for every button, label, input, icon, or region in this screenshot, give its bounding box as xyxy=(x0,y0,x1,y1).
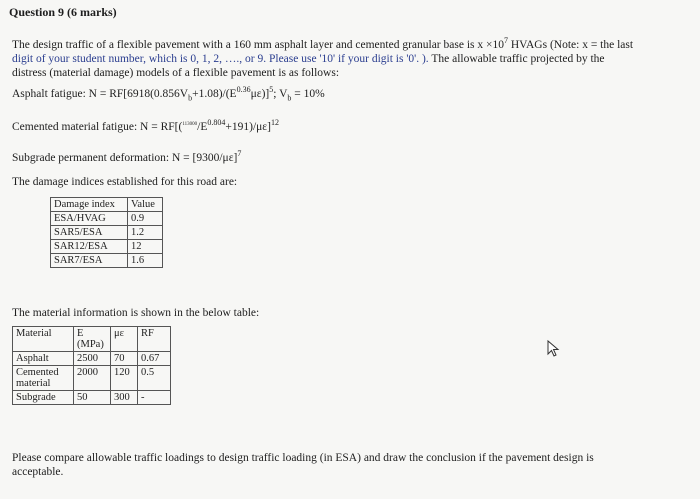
table-row: SAR7/ESA 1.6 xyxy=(51,254,163,268)
table-row: ESA/HVAG 0.9 xyxy=(51,212,163,226)
asphalt-fatigue-formula: Asphalt fatigue: $N = RF[6918(0.856V_b+1.08)/(E^{0.36}\mu\varepsilon)]^5$; $V_b = 10\%$ xyxy=(12,85,325,103)
header-value: Value xyxy=(128,198,163,212)
table-header-row xyxy=(51,198,163,212)
header-modulus: E (MPa) xyxy=(74,327,111,352)
header-damage-index: Damage index xyxy=(51,198,128,212)
table-row: Cemented material 2000 120 0.5 xyxy=(13,366,171,391)
table-row: Asphalt 2500 70 0.67 xyxy=(13,352,171,366)
intro-line-3: distress (material damage) models of a flexible pavement is as follows: xyxy=(12,67,340,79)
table-row: Subgrade 50 300 - xyxy=(13,391,171,405)
subgrade-deformation-formula: Subgrade permanent deformation: $N = [9300/\mu\varepsilon]^7$ xyxy=(12,149,242,164)
conclusion-line-2: acceptable. xyxy=(12,466,64,478)
mouse-pointer-icon xyxy=(546,339,562,364)
header-strain: με xyxy=(111,327,138,352)
question-title: Question 9 (6 marks) xyxy=(9,5,117,19)
conclusion-line-1: Please compare allowable traffic loadings to design traffic loading (in ESA) and draw the conclusion if the pavement design is xyxy=(12,452,594,464)
material-intro: The material information is shown in the below table: xyxy=(12,307,260,319)
intro-line-2: digit of your student number, which is 0, 1, 2, …., or 9. Please use '10' if your digit is '0'. ). The allowable traffic projected by the xyxy=(12,53,605,65)
material-info-table xyxy=(12,326,171,405)
damage-index-table xyxy=(50,197,163,268)
header-rf: RF xyxy=(138,327,171,352)
cemented-fatigue-formula: Cemented material fatigue: $N = RF[(^{113000}/E^{0.804}+191)/\mu\varepsilon]^{12}$ xyxy=(12,118,279,133)
damage-intro: The damage indices established for this road are: xyxy=(12,176,238,188)
intro-line-1: The design traffic of a flexible pavement with a 160 mm asphalt layer and cemented granular base is $x \times 10^7$ HVAGs (Note: x = the last xyxy=(12,36,634,51)
table-row: SAR12/ESA 12 xyxy=(51,240,163,254)
header-material: Material xyxy=(13,327,74,352)
student-number-note: digit of your student number, which is 0, 1, 2, …., or 9. Please use '10' if your digit is '0'. ). xyxy=(12,53,429,65)
table-header-row xyxy=(13,327,171,352)
table-row: SAR5/ESA 1.2 xyxy=(51,226,163,240)
